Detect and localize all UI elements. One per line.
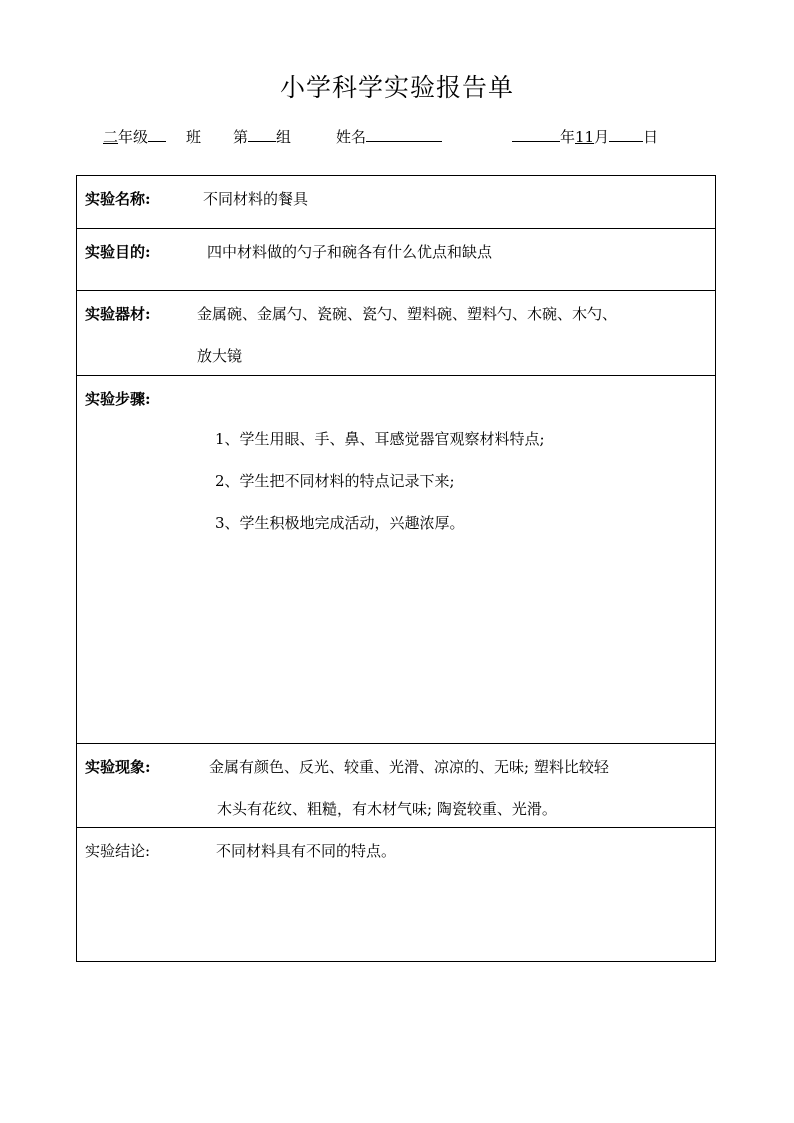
group-prefix: 第 — [233, 128, 249, 146]
experiment-phenomenon-line1: 金属有颜色、反光、较重、光滑、凉凉的、无味; 塑料比较轻 — [209, 758, 609, 776]
experiment-steps-label: 实验步骤: — [85, 390, 151, 408]
experiment-step-item: 2、学生把不同材料的特点记录下来; — [215, 472, 455, 490]
class-label: 班 — [186, 128, 202, 146]
experiment-purpose-label: 实验目的: — [85, 243, 151, 261]
group-blank — [248, 126, 276, 142]
page-title: 小学科学实验报告单 — [279, 73, 514, 102]
month-value: 11 — [575, 128, 595, 146]
date-field — [512, 126, 658, 147]
experiment-materials-line2: 放大镜 — [197, 347, 243, 365]
experiment-purpose-value: 四中材料做的勺子和碗各有什么优点和缺点 — [207, 243, 493, 261]
experiment-name-label: 实验名称: — [85, 190, 151, 208]
student-info-line — [0, 126, 794, 150]
year-label: 年 — [560, 128, 576, 146]
month-label: 月 — [594, 128, 610, 146]
row-experiment-phenomenon — [77, 744, 715, 828]
row-experiment-materials — [77, 291, 715, 376]
group-field — [233, 126, 291, 147]
year-blank — [512, 126, 560, 142]
experiment-name-value: 不同材料的餐具 — [203, 190, 309, 208]
row-experiment-name — [77, 176, 715, 229]
experiment-step-item: 3、学生积极地完成活动，兴趣浓厚。 — [215, 514, 465, 532]
row-experiment-purpose — [77, 229, 715, 291]
day-blank — [609, 126, 643, 142]
report-table — [76, 175, 716, 962]
grade-value: 二 — [103, 128, 119, 146]
experiment-conclusion-value: 不同材料具有不同的特点。 — [216, 842, 397, 860]
experiment-conclusion-label: 实验结论: — [85, 842, 151, 860]
experiment-step-item: 1、学生用眼、手、鼻、耳感觉器官观察材料特点; — [215, 430, 545, 448]
name-field — [336, 126, 442, 147]
experiment-steps-list — [215, 418, 545, 544]
experiment-materials-line1: 金属碗、金属勺、瓷碗、瓷勺、塑料碗、塑料勺、木碗、木勺、 — [197, 305, 618, 323]
experiment-materials-label: 实验器材: — [85, 305, 151, 323]
group-label: 组 — [276, 128, 292, 146]
day-label: 日 — [643, 128, 659, 146]
name-blank — [366, 126, 442, 142]
grade-label: 年级 — [118, 128, 149, 146]
row-experiment-conclusion — [77, 828, 715, 961]
grade-field — [103, 126, 166, 147]
grade-blank — [148, 126, 166, 142]
row-experiment-steps — [77, 376, 715, 744]
experiment-phenomenon-label: 实验现象: — [85, 758, 151, 776]
experiment-phenomenon-line2: 木头有花纹、粗糙，有木材气味; 陶瓷较重、光滑。 — [217, 800, 557, 818]
name-label: 姓名 — [336, 128, 367, 146]
